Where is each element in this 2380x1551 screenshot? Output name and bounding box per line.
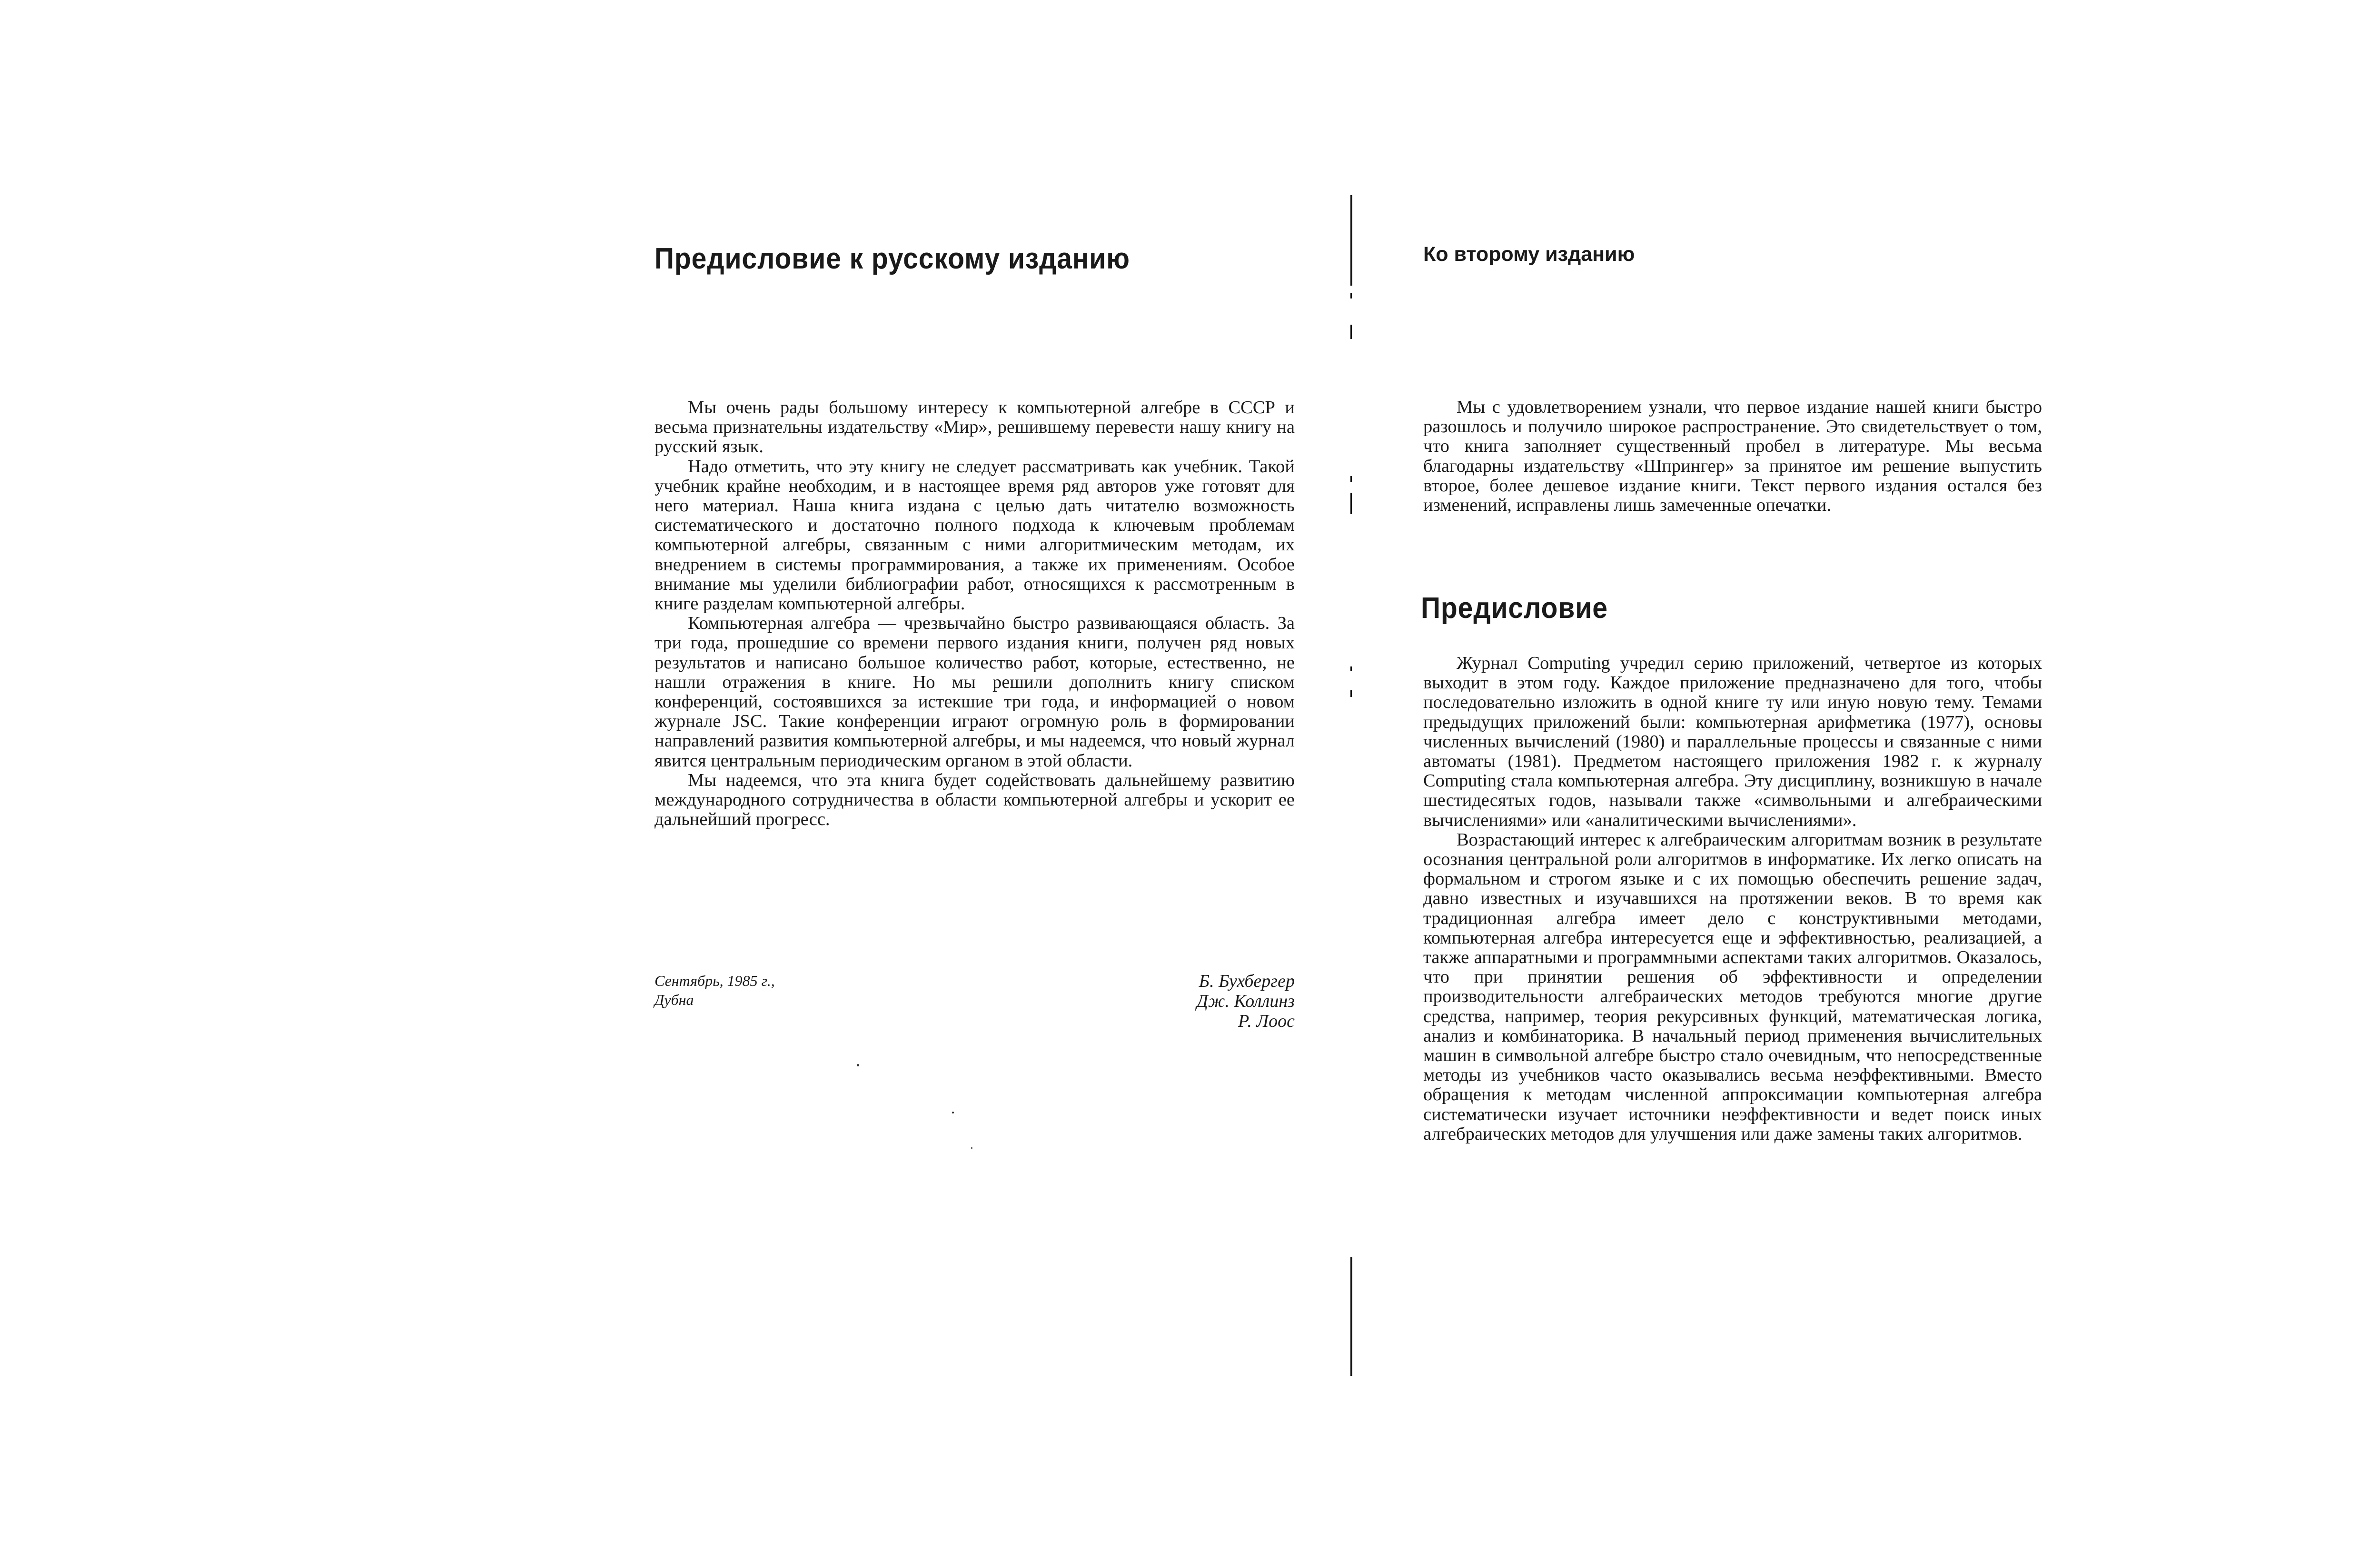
signature-authors [1197,971,1295,1031]
gutter-mark [1350,293,1352,298]
second-edition-body [1423,398,2042,515]
signature-date: Сентябрь, 1985 г., [654,972,775,989]
gutter-mark [1350,493,1352,514]
paragraph: Компьютерная алгебра — чрезвычайно быстро развивающаяся область. За три года, прошедшие со времени первого издания книги, получен ряд новых результатов и написано большое количество работ, которые, естественно, не нашли отражения в книге. Но мы решили дополнить книгу списком конференций, состоявшихся за истекшие три года, и информацией о новом журнале JSC. Такие конференции играют огромную роль в формировании направлений развития компьютерной алгебры, и мы надеемся, что новый журнал явится центральным периодическим органом в этой области. [654,613,1295,771]
paragraph: Мы надеемся, что эта книга будет содействовать дальнейшему развитию международного сотрудничества в области компьютерной алгебры и ускорит ее дальнейший прогресс. [654,770,1295,830]
preface-body [1423,654,2042,1144]
author-name: Дж. Коллинз [1196,991,1295,1011]
signature-date-place [654,971,845,1009]
gutter-line [1350,195,1352,286]
author-name: Б. Бухбергер [1199,971,1295,991]
russian-edition-preface-title: Предисловие к русскому изданию [654,242,1130,275]
scan-speck [857,1064,859,1066]
paragraph: Журнал Computing учредил серию приложений, четвертое из которых выходит в этом году. Каждое приложение предназначено для того, чтобы последовательно изложить в одной книге ту или иную новую тему. Темами предыдущих приложений были: компьютерная арифметика (1977), основы численных вычислений (1980) и параллельные процессы и связанные с ними автоматы (1981). Предметом настоящего приложения 1982 г. к журналу Computing стала компьютерная алгебра. Эту дисциплину, возникшую в начале шестидесятых годов, называли также «символьными и алгебраическими вычислениями» или «аналитическими вычислениями». [1423,653,2042,830]
paragraph: Возрастающий интерес к алгебраическим алгоритмам возник в результате осознания центральной роли алгоритмов в информатике. Их легко описать на формальном и строгом языке и с их помощью обеспечить решение задач, давно известных и изучавшихся на протяжении веков. В то время как традиционная алгебра имеет дело с конструктивными методами, компьютерная алгебра интересуется еще и эффективностью, реализацией, а также аппаратными и программными аспектами таких алгоритмов. Оказалось, что при принятии решения об эффективности и определении производительности алгебраических методов требуются многие другие средства, например, теория рекурсивных функций, математическая логика, анализ и комбинаторика. В начальный период применения вычислительных машин в символьной алгебре быстро стало очевидным, что непосредственные методы из учебников часто оказывались весьма неэффективными. Вместо обращения к методам численной аппроксимации компьютерная алгебра систематически изучает источники неэффективности и ведет поиск иных алгебраических методов для улучшения или даже замены таких алгоритмов. [1423,829,2042,1144]
preface-title: Предисловие [1421,592,1608,625]
gutter-mark [1350,476,1352,482]
paragraph: Мы с удовлетворением узнали, что первое издание нашей книги быстро разошлось и получило широкое распространение. Это свидетельствует о том, что книга заполняет существенный пробел в литературе. Мы весьма благодарны издательству «Шпрингер» за принятое им решение выпустить второе, более дешевое издание книги. Текст первого издания остался без изменений, исправлены лишь замеченные опечатки. [1423,397,2042,516]
signature-place: Дубна [654,991,694,1008]
paragraph: Надо отметить, что эту книгу не следует рассматривать как учебник. Такой учебник крайне необходим, и в настоящее время ряд авторов уже готовят для него материал. Наша книга издана с целью дать читателю возможность систематического и достаточно полного подхода к ключевым проблемам компьютерной алгебры, связанным с ними алгоритмическим методам, их внедрением в системы программирования, а также их применениям. Особое внимание мы уделили библиографии работ, относящихся к рассмотренным в книге разделам компьютерной алгебры. [654,456,1295,614]
gutter-line [1350,1257,1352,1376]
russian-edition-preface-body [654,398,1295,829]
scan-speck [971,1147,972,1149]
scan-speck [952,1112,954,1114]
paragraph: Мы очень рады большому интересу к компьютерной алгебре в СССР и весьма признательны издательству «Мир», решившему перевести нашу книгу на русский язык. [654,398,1295,457]
gutter-mark [1350,666,1352,671]
second-edition-title: Ко второму изданию [1423,243,1635,266]
gutter-mark [1350,325,1352,339]
gutter-mark [1350,690,1352,697]
author-name: Р. Лоос [1238,1011,1295,1031]
